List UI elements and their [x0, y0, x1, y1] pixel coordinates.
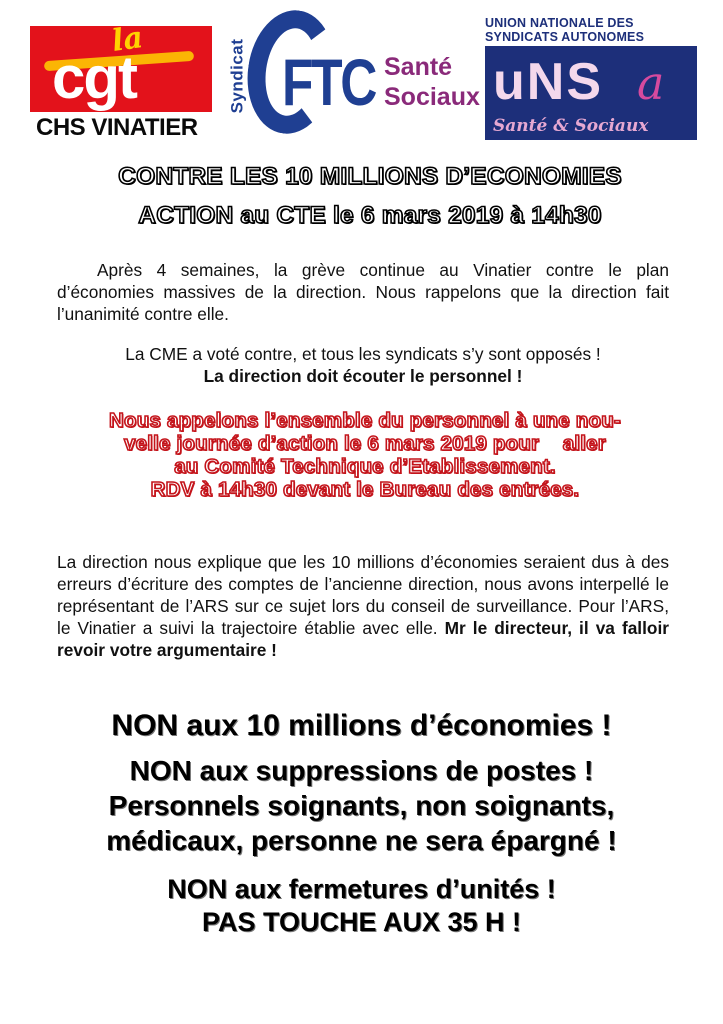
slogan-1: NON aux 10 millions d’économies ! [111, 709, 612, 742]
unsa-header-line1: UNION NATIONALE DES [485, 16, 634, 30]
unsa-header [485, 16, 697, 44]
cftc-syndicat-text: Syndicat [227, 38, 247, 114]
cftc-sante-line: Santé [384, 53, 453, 81]
unsa-footer: Santé & Sociaux [493, 116, 649, 136]
unsa-logo [485, 14, 697, 142]
unsa-letters: uNS [493, 53, 603, 111]
intro-paragraph: Après 4 semaines, la grève continue au Vinatier contre le plan d’économies massives de la direction. Nous rappelons que la direction fait l’unanimité contre elle. [57, 260, 669, 324]
cftc-word: FTC [282, 45, 376, 119]
title-line-2: ACTION au CTE le 6 mars 2019 à 14h30 [138, 202, 602, 229]
slogan-3: Personnels soignants, non soignants, [108, 790, 615, 821]
cftc-logo [226, 14, 480, 144]
appeal-line-3: au Comité Technique d’Etablissement. [174, 455, 556, 478]
action-appeal [50, 409, 680, 501]
cgt-logo-box [30, 20, 212, 112]
unsa-logo-box [485, 46, 697, 140]
appeal-line-1: Nous appelons l’ensemble du personnel à une nou- [109, 409, 621, 432]
logo-band [0, 0, 723, 150]
slogan-2: NON aux suppressions de postes ! [129, 755, 594, 786]
slogan-6: PAS TOUCHE AUX 35 H ! [201, 907, 522, 937]
explanation-bold: Mr le directeur, il va falloir revoir votre argumentaire ! [57, 618, 669, 660]
cftc-sociaux-line: Sociaux [384, 83, 480, 111]
slogan-5: NON aux fermetures d’unités ! [167, 874, 556, 904]
appeal-line-4: RDV à 14h30 devant le Bureau des entrées. [150, 478, 580, 501]
cme-line: La CME a voté contre, et tous les syndicats s’y sont opposés ! [125, 344, 601, 364]
explanation-text: La direction nous explique que les 10 millions d’économies seraient dus à des erreurs d’écriture des comptes de l’ancienne direction, nous avons interpellé le représentant de l’ARS sur ce sujet lors du conseil de surveillance. Pour l’ARS, le Vinatier a suivi la trajectoire établie avec elle. [57, 552, 669, 638]
appeal-line-2: velle journée d’action le 6 mars 2019 pour aller [124, 432, 606, 455]
cgt-la-text: la [109, 20, 146, 59]
direction-line: La direction doit écouter le personnel ! [203, 366, 523, 386]
unsa-a-letter: a [637, 56, 665, 110]
cgt-word: cgt [52, 44, 136, 111]
cgt-logo [30, 20, 212, 144]
cftc-sante-sociaux [384, 52, 480, 112]
cgt-subtitle: CHS VINATIER [36, 114, 198, 141]
explanation-paragraph [57, 551, 669, 661]
title-line-1: CONTRE LES 10 MILLIONS D’ECONOMIES [118, 163, 622, 190]
slogan-4: médicaux, personne ne sera épargné ! [106, 825, 617, 856]
unsa-header-line2: SYNDICATS AUTONOMES [485, 30, 645, 44]
